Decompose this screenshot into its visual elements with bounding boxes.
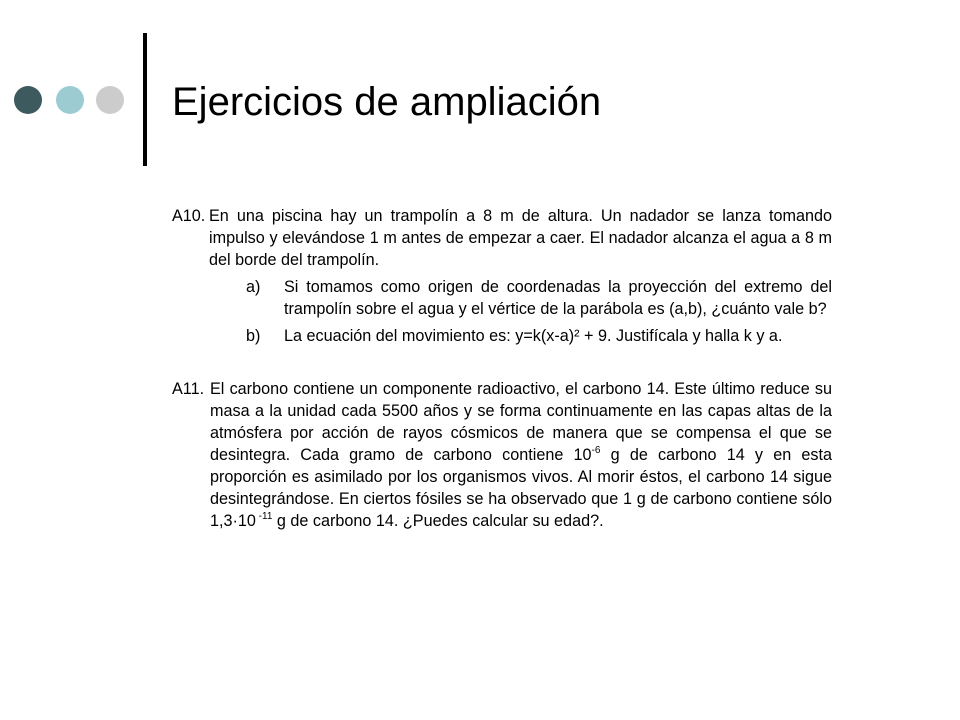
page-title: Ejercicios de ampliación: [172, 80, 602, 124]
statement-text: El carbono contiene un componente radioactivo, el carbono 14. Este último reduce su masa a la unidad cada 5500 años y se forma continuamente en las capas altas de la atmósfera por acción de rayos cósmicos de manera que se compensa el que se desintegra. Cada gramo de carbono contiene 10: [210, 380, 832, 464]
statement-text: g de carbono 14 y en esta proporción es asimilado por los organismos vivos. Al morir éstos, el carbono 14 sigue desintegrándose. En ciertos fósiles se ha observado que 1 g de carbono contiene sólo 1,3·10: [210, 446, 832, 530]
exercise-statement: [210, 378, 832, 532]
exercise-parts: [246, 276, 832, 347]
exercise-label: A11.: [172, 380, 205, 398]
exercise-statement: En una piscina hay un trampolín a 8 m de altura. Un nadador se lanza tomando impulso y elevándose 1 m antes de empezar a caer. El nadador alcanza el agua a 8 m del borde del trampolín.: [209, 207, 832, 269]
decorative-dots: [14, 86, 124, 116]
part-label: a): [246, 278, 261, 296]
title-divider-bar: [143, 33, 147, 166]
teal-dot-icon: [56, 86, 84, 114]
exercise-list: [172, 205, 832, 532]
exponent: -11: [255, 511, 273, 522]
part-label: b): [246, 327, 261, 345]
exercise-part: [246, 276, 832, 320]
exercise-body: [209, 205, 832, 352]
dark-dot-icon: [14, 86, 42, 114]
exercise-a10: [172, 205, 832, 352]
grey-dot-icon: [96, 86, 124, 114]
statement-text: g de carbono 14. ¿Puedes calcular su edad?.: [272, 512, 604, 530]
exercise-a11: [172, 378, 832, 532]
exercise-part: [246, 325, 832, 347]
exponent: -6: [591, 445, 601, 456]
part-text: La ecuación del movimiento es: y=k(x-a)² + 9. Justifícala y halla k y a.: [284, 327, 783, 345]
exercise-label: A10.: [172, 207, 206, 225]
part-text: Si tomamos como origen de coordenadas la proyección del extremo del trampolín sobre el agua y el vértice de la parábola es (a,b), ¿cuánto vale b?: [284, 278, 832, 318]
